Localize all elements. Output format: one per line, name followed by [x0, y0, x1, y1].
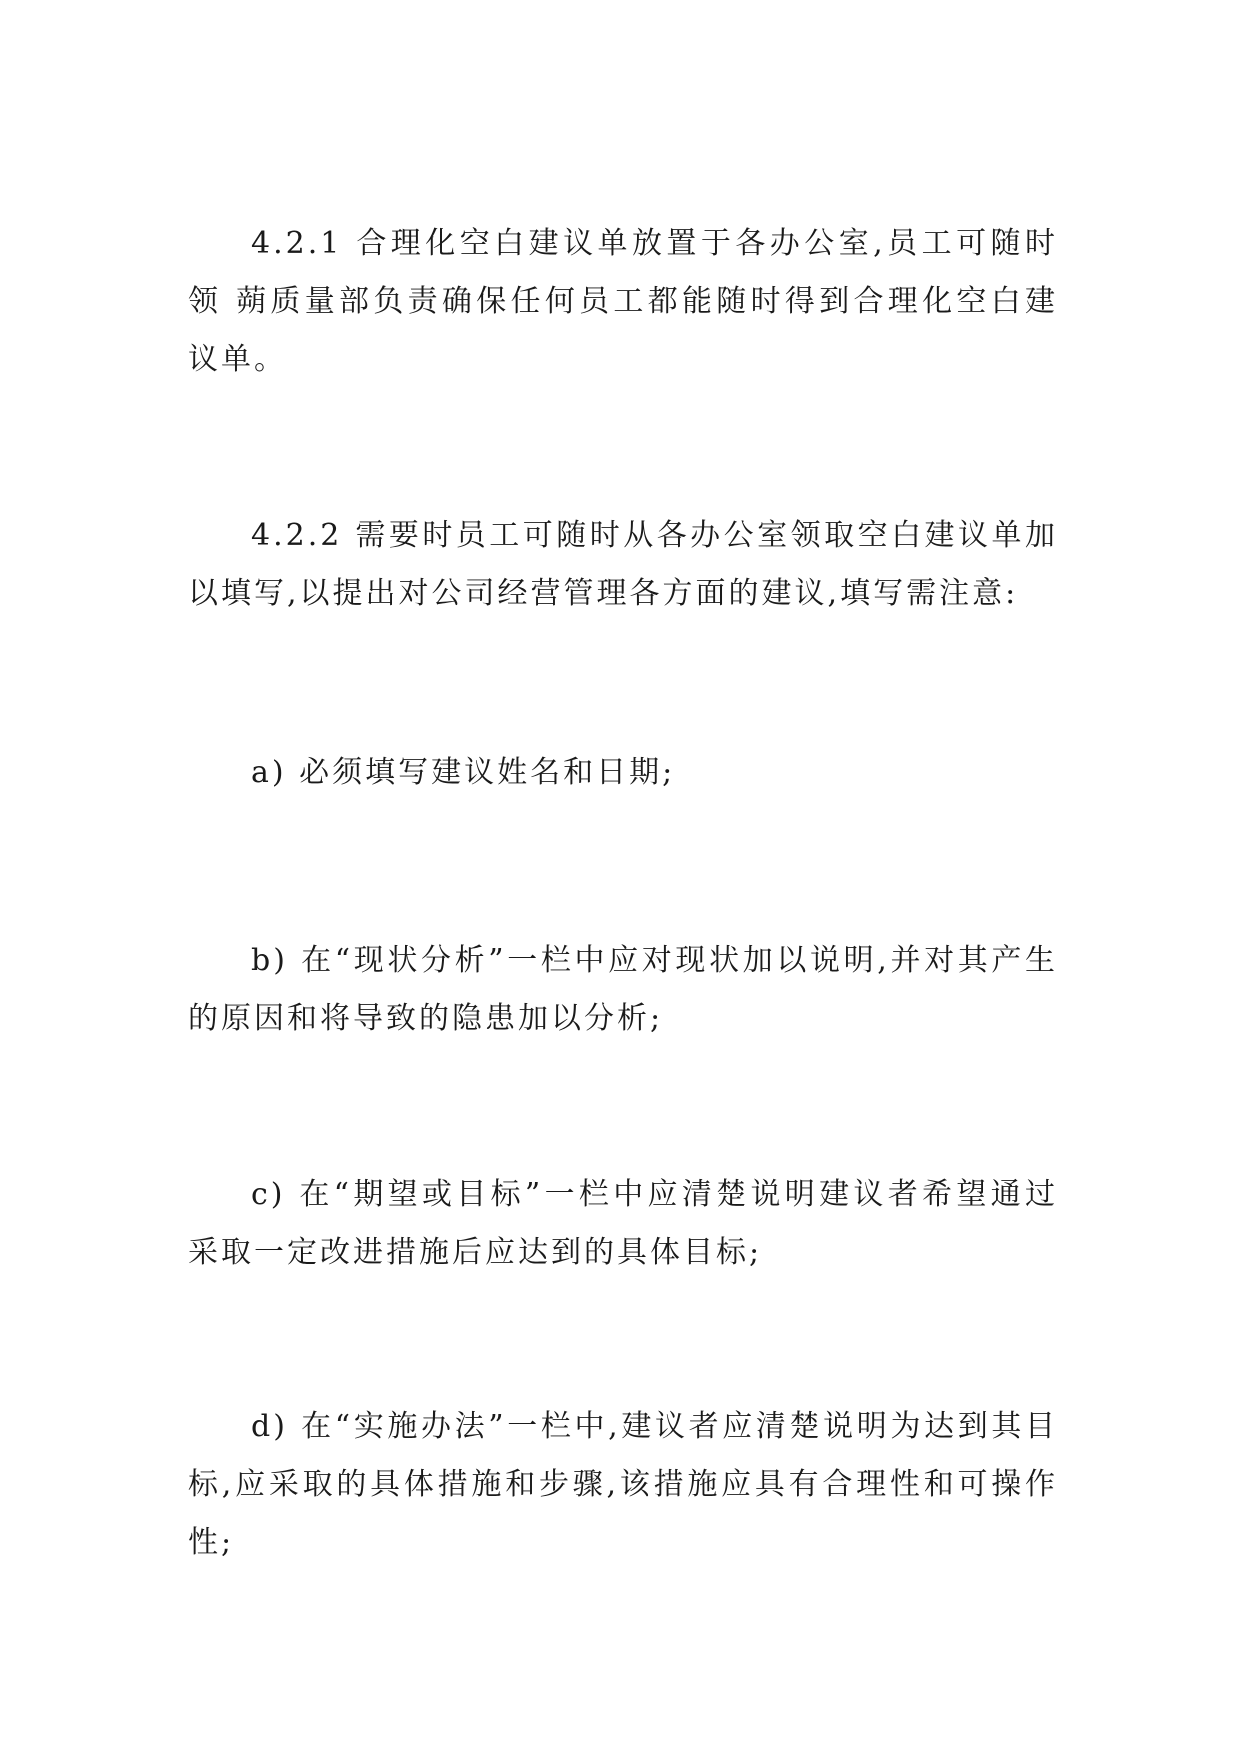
paragraph-4-2-1: 4.2.1 合理化空白建议单放置于各办公室,员工可随时领 蒴质量部负责确保任何员工都能随时得到合理化空白建议单。 [188, 226, 1058, 377]
list-item-b: b) 在“现状分析”一栏中应对现状加以说明,并对其产生的原因和将导致的隐患加以分析; [188, 943, 1058, 1036]
list-item-d: d) 在“实施办法”一栏中,建议者应清楚说明为达到其目标,应采取的具体措施和步骤,该措施应具有合理性和可操作性; [188, 1409, 1058, 1560]
paragraph-4-2-2: 4.2.2 需要时员工可随时从各办公室领取空白建议单加以填写,以提出对公司经营管理各方面的建议,填写需注意: [188, 518, 1058, 611]
list-item-c: c) 在“期望或目标”一栏中应清楚说明建议者希望通过采取一定改进措施后应达到的具体目标; [188, 1177, 1058, 1270]
list-item-a: a) 必须填写建议姓名和日期; [251, 755, 676, 790]
